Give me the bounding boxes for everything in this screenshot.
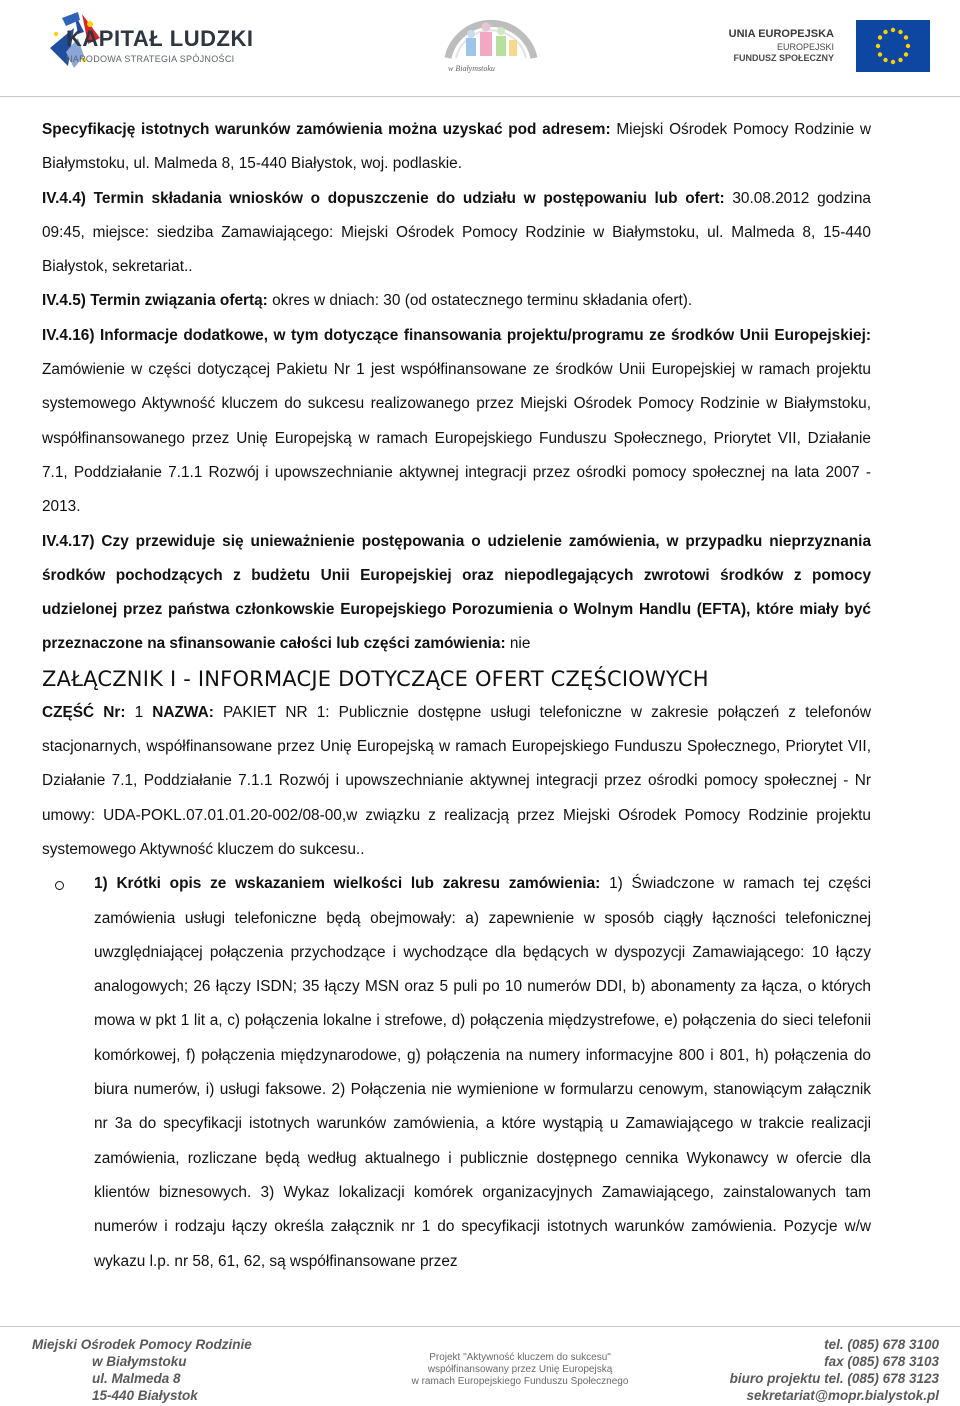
mopr-emblem-icon bbox=[436, 8, 546, 68]
annex-title: ZAŁĄCZNIK I - INFORMACJE DOTYCZĄCE OFERT CZĘŚCIOWYCH bbox=[42, 666, 709, 691]
value-short-description: 1) Świadczone w ramach tej części zamówienia usługi telefoniczne będą obejmowały: a) zapewnienie w sposób ciągły łączności telefonicznej uwzględniającej połączenia przychodzące i wychodzące dla będących w dyspozycji Zamawiającego: 10 łączy analogowych; 26 łączy ISDN; 35 łączy MSN oraz 5 puli po 10 numerów DDI, b) abonamenty za łącza, o których mowa w pkt 1 lit a, c) połączenia lokalne i strefowe, d) połączenia międzystrefowe, e) połączenia do sieci telefonii komórkowej, f) połączenia międzynarodowe, g) połączenia na numery informacyjne 800 i 801, h) połączenia do biura numerów, i) usługi faksowe. 2) Połączenia nie wymienione w formularzu cenowym, stanowiącym załącznik nr 3a do specyfikacji istotnych warunków zamówienia, a które wystąpią u Zamawiającego w trakcie realizacji zamówienia, rozliczane będą według aktualnego i publicznie dostępnego cennika Wykonawcy w ofercie dla klientów biznesowych. 3) Wykaz lokalizacji komórek organizacyjnych Zamawiającego, zainstalowanych tam numerów i rodzaju łączy określa załącznik nr 1 do specyfikacji istotnych warunków zamówienia. Pozycje w/w wykazu l.p. nr 58, 61, 62, są współfinansowane przez bbox=[94, 875, 871, 1270]
footer-project-info bbox=[380, 1352, 660, 1388]
label-part-name: NAZWA: bbox=[152, 703, 214, 721]
footer-street: ul. Malmeda 8 bbox=[92, 1371, 181, 1386]
ue-title: UNIA EUROPEJSKA bbox=[728, 28, 834, 40]
label-iv-4-4: IV.4.4) Termin składania wniosków o dopuszczenie do udziału w postępowaniu lub ofert: bbox=[42, 189, 725, 207]
footer-project-line-3: w ramach Europejskiego Funduszu Społecznego bbox=[411, 1376, 629, 1387]
paragraph-iv-4-5 bbox=[42, 284, 871, 318]
footer-contact bbox=[705, 1336, 939, 1404]
paragraph-part-1 bbox=[42, 696, 871, 867]
value-iv-4-17: nie bbox=[505, 635, 531, 653]
eu-flag-icon bbox=[856, 20, 930, 72]
paragraph-iv-4-4 bbox=[42, 182, 871, 285]
footer-postcode: 15-440 Białystok bbox=[92, 1388, 198, 1403]
value-iv-4-16: Zamówienie w części dotyczącej Pakietu Nr 1 jest współfinansowane ze środków Unii Europejskiej w ramach projektu systemowego Aktywność kluczem do sukcesu realizowanego przez Miejski Ośrodek Pomocy Rodzinie w Białymstoku, współfinansowanego przez Unię Europejską w ramach Europejskiego Funduszu Społecznego, Priorytet VII, Działanie 7.1, Poddziałanie 7.1.1 Rozwój i upowszechnianie aktywnej integracji przez ośrodki pomocy społecznej na lata 2007 - 2013. bbox=[42, 361, 871, 516]
value-iv-4-4: 30.08.2012 godzina 09:45, miejsce: siedziba Zamawiającego: Miejski Ośrodek Pomocy Rodzinie w Białymstoku, ul. Malmeda 8, 15-440 Białystok, sekretariat.. bbox=[42, 189, 871, 276]
header-divider bbox=[0, 96, 960, 97]
value-part-name: PAKIET NR 1: Publicznie dostępne usługi telefoniczne w zakresie połączeń z telefonów stacjonarnych, współfinansowane przez Unię Europejską w ramach Europejskiego Funduszu Społecznego, Priorytet VII, Działanie 7.1, Poddziałanie 7.1.1 Rozwój i upowszechnianie aktywnej integracji przez ośrodki pomocy społecznej - Nr umowy: UDA-POKL.07.01.01.20-002/08-00,w związku z realizacją przez Miejski Ośrodek Pomocy Rodzinie projektu systemowego Aktywność kluczem do sukcesu.. bbox=[42, 703, 871, 858]
mopr-caption: w Białymstoku bbox=[448, 64, 495, 73]
footer-phone: tel. (085) 678 3100 bbox=[824, 1337, 939, 1352]
label-iv-4-16: IV.4.16) Informacje dodatkowe, w tym dotyczące finansowania projektu/programu ze środków Unii Europejskiej: bbox=[42, 326, 871, 344]
paragraph-short-description bbox=[94, 867, 871, 1279]
label-iv-4-17: IV.4.17) Czy przewiduje się unieważnienie postępowania o udzielenie zamówienia, w przypadku nieprzyznania środków pochodzących z budżetu Unii Europejskiej oraz niepodlegających zwrotowi środków z pomocy udzielonej przez państwa członkowskie Europejskiego Porozumienia o Wolnym Handlu (EFTA), które miały być przeznaczone na sfinansowanie całości lub części zamówienia: bbox=[42, 532, 871, 653]
kapital-ludzki-subtitle: NARODOWA STRATEGIA SPÓJNOŚCI bbox=[66, 54, 235, 64]
footer-city: w Białymstoku bbox=[92, 1354, 187, 1369]
label-part-number: CZĘŚĆ Nr: bbox=[42, 703, 126, 721]
value-part-number: 1 bbox=[125, 703, 153, 721]
paragraph-spec-address bbox=[42, 113, 871, 182]
bullet-icon bbox=[55, 881, 64, 890]
paragraph-iv-4-16 bbox=[42, 319, 871, 525]
ue-subtitle-1: EUROPEJSKI bbox=[776, 42, 834, 52]
footer-project-line-1: Projekt "Aktywność kluczem do sukcesu" bbox=[429, 1352, 611, 1363]
footer-email[interactable]: sekretariat@mopr.bialystok.pl bbox=[746, 1388, 939, 1403]
footer-org-name: Miejski Ośrodek Pomocy Rodzinie bbox=[32, 1337, 252, 1352]
footer-address bbox=[32, 1336, 252, 1404]
paragraph-iv-4-17 bbox=[42, 525, 871, 662]
label-iv-4-5: IV.4.5) Termin związania ofertą: bbox=[42, 292, 268, 310]
value-iv-4-5: okres w dniach: 30 (od ostatecznego terminu składania ofert). bbox=[267, 292, 693, 310]
value-spec-address: Miejski Ośrodek Pomocy Rodzinie w Białymstoku, ul. Malmeda 8, 15-440 Białystok, woj. podlaskie. bbox=[42, 121, 871, 173]
label-spec-address: Specyfikację istotnych warunków zamówienia można uzyskać pod adresem: bbox=[42, 121, 611, 138]
ue-subtitle-2: FUNDUSZ SPOŁECZNY bbox=[733, 53, 834, 63]
footer-project-line-2: współfinansowany przez Unię Europejską bbox=[427, 1364, 613, 1375]
page-header bbox=[0, 0, 960, 96]
footer-fax: fax (085) 678 3103 bbox=[824, 1354, 939, 1369]
label-short-description: 1) Krótki opis ze wskazaniem wielkości lub zakresu zamówienia: bbox=[94, 875, 601, 893]
kapital-ludzki-title: KAPITAŁ LUDZKI bbox=[66, 26, 254, 51]
footer-project-phone: biuro projektu tel. (085) 678 3123 bbox=[729, 1371, 939, 1386]
document-body bbox=[42, 113, 871, 1279]
footer-divider bbox=[0, 1326, 960, 1327]
list-item-short-description bbox=[42, 867, 871, 1279]
